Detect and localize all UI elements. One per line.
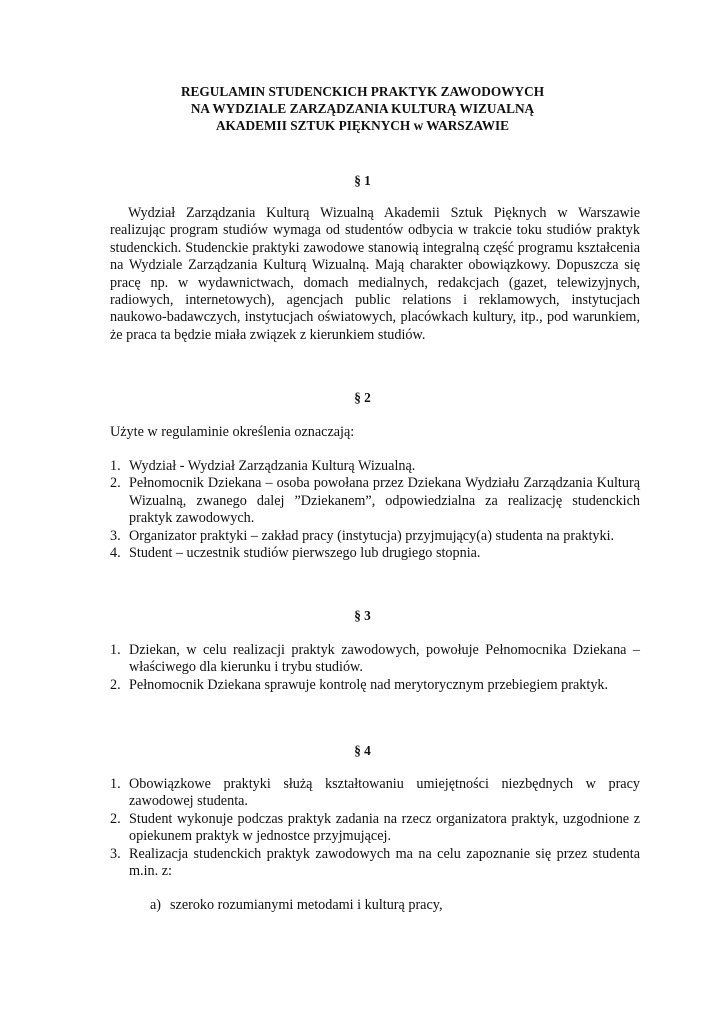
list-item: 1. Wydział - Wydział Zarządzania Kulturą Wizualną. <box>110 458 416 474</box>
title-line-2: NA WYDZIALE ZARZĄDZANIA KULTURĄ WIZUALNĄ <box>190 101 535 116</box>
section-2-intro: Użyte w regulaminie określenia oznaczają: <box>110 424 355 440</box>
section-3-list <box>110 642 640 694</box>
list-item: 4. Student – uczestnik studiów pierwszego lub drugiego stopnia. <box>110 545 481 562</box>
list-item: 2. Pełnomocnik Dziekana sprawuje kontrolę nad merytorycznym przebiegiem praktyk. <box>110 676 609 693</box>
section-4-heading: § 4 <box>354 743 371 758</box>
title-line-3: AKADEMII SZTUK PIĘKNYCH w WARSZAWIE <box>215 118 510 133</box>
list-item: 3. Organizator praktyki – zakład pracy (instytucja) przyjmujący(a) studenta na praktyki. <box>110 527 615 544</box>
section-4-list <box>110 776 640 880</box>
title-line-1: REGULAMIN STUDENCKICH PRAKTYK ZAWODOWYCH <box>180 84 545 99</box>
list-item: 3. Realizacja studenckich praktyk zawodowych ma na celu zapoznanie się przez studenta m.in. z: <box>110 845 640 880</box>
list-item: 1. Obowiązkowe praktyki służą kształtowaniu umiejętności niezbędnych w pracy zawodowej studenta. <box>110 776 640 810</box>
section-3-heading: § 3 <box>354 608 371 623</box>
document-title <box>0 83 725 134</box>
section-2-list <box>110 458 640 562</box>
list-item: 2. Student wykonuje podczas praktyk zadania na rzecz organizatora praktyk, uzgodnione z opiekunem praktyk w jednostce przyjmującej. <box>110 810 640 845</box>
section-2-heading: § 2 <box>354 390 371 405</box>
section-4-subitem-a: a) szeroko rozumianymi metodami i kulturą pracy, <box>150 897 443 913</box>
list-item: 2. Pełnomocnik Dziekana – osoba powołana przez Dziekana Wydziału Zarządzania Kulturą Wizualną, zwanego dalej ”Dziekanem”, odpowiedzialna za realizację studenckich praktyk zawodowych. <box>110 475 640 527</box>
list-item: 1. Dziekan, w celu realizacji praktyk zawodowych, powołuje Pełnomocnika Dziekana – właściwego dla kierunku i trybu studiów. <box>110 642 640 676</box>
section-1-heading: § 1 <box>354 173 371 188</box>
section-1-paragraph: Wydział Zarządzania Kulturą Wizualną Akademii Sztuk Pięknych w Warszawie realizując program studiów wymaga od studentów odbycia w trakcie toku studiów praktyk studenckich. Studenckie praktyki zawodowe stanowią integralną część programu kształcenia na Wydziale Zarządzania Kulturą Wizualną. Mają charakter obowiązkowy. Dopuszcza się pracę np. w wydawnictwach, domach medialnych, redakcjach (gazet, telewizyjnych, radiowych, internetowych), agencjach public relations i reklamowych, instytucjach naukowo-badawczych, instytucjach oświatowych, placówkach kultury, itp., pod warunkiem, że praca ta będzie miała związek z kierunkiem studiów. <box>110 205 640 343</box>
